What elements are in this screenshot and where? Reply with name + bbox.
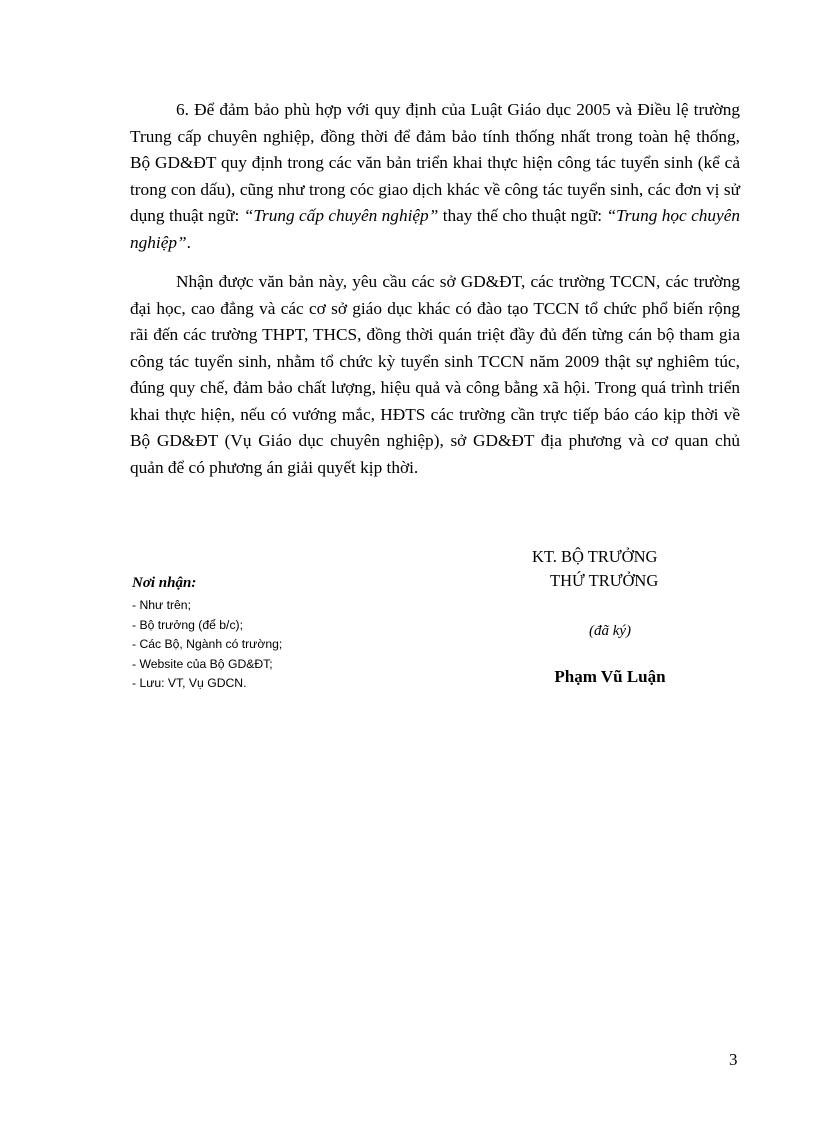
recipients-list	[132, 596, 432, 694]
paragraph-6-mid: thay thế cho thuật ngữ:	[438, 206, 607, 225]
signer-name: Phạm Vũ Luận	[554, 667, 666, 686]
paragraph-6-text: 6. Để đảm bảo phù hợp với quy định của Luật Giáo dục 2005 và Điều lệ trường Trung cấp chuyên nghiệp, đồng thời để đảm bảo tính thống nhất trong toàn hệ thống, Bộ GD&ĐT quy định trong các văn bản triển khai thực hiện công tác tuyển sinh (kể cả trong con dấu), cũng như trong cóc giao dịch khác về công tác tuyển sinh, các đơn vị sử dụng thuật ngữ:	[130, 100, 740, 225]
signer-title-secondary: THỨ TRƯỞNG	[550, 571, 659, 590]
quoted-term-new: “Trung cấp chuyên nghiệp”	[243, 206, 439, 225]
recipients-block	[132, 572, 432, 694]
signed-note: (đã ký)	[588, 623, 632, 639]
signer-title-primary: KT. BỘ TRƯỞNG	[532, 547, 658, 566]
recipient-item: - Như trên;	[132, 598, 191, 612]
paragraph-6	[130, 97, 740, 256]
recipient-item: - Các Bộ, Ngành có trường;	[132, 637, 283, 651]
recipient-item: - Website của Bộ GD&ĐT;	[132, 656, 273, 671]
quoted-term-old: “Trung học chuyên nghiệp”	[130, 206, 741, 252]
paragraph-closing: Nhận được văn bản này, yêu cầu các sở GD&ĐT, các trường TCCN, các trường đại học, cao đẳng và các cơ sở giáo dục khác có đào tạo TCCN tổ chức phổ biến rộng rãi đến các trường THPT, THCS, đồng thời quán triệt đầy đủ đến từng cán bộ tham gia công tác tuyển sinh, nhằm tổ chức kỳ tuyển sinh TCCN năm 2009 thật sự nghiêm túc, đúng quy chế, đảm bảo chất lượng, hiệu quả và công bằng xã hội. Trong quá trình triển khai thực hiện, nếu có vướng mắc, HĐTS các trường cần trực tiếp báo cáo kịp thời về Bộ GD&ĐT (Vụ Giáo dục chuyên nghiệp), sở GD&ĐT địa phương và cơ quan chủ quản để có phương án giải quyết kịp thời.	[130, 272, 740, 477]
recipients-title: Nơi nhận:	[132, 575, 197, 591]
recipient-item: - Lưu: VT, Vụ GDCN.	[132, 676, 247, 690]
recipient-item: - Bộ trưởng (để b/c);	[132, 617, 243, 632]
page-number: 3	[729, 1050, 738, 1069]
paragraph-6-end: .	[186, 232, 191, 252]
